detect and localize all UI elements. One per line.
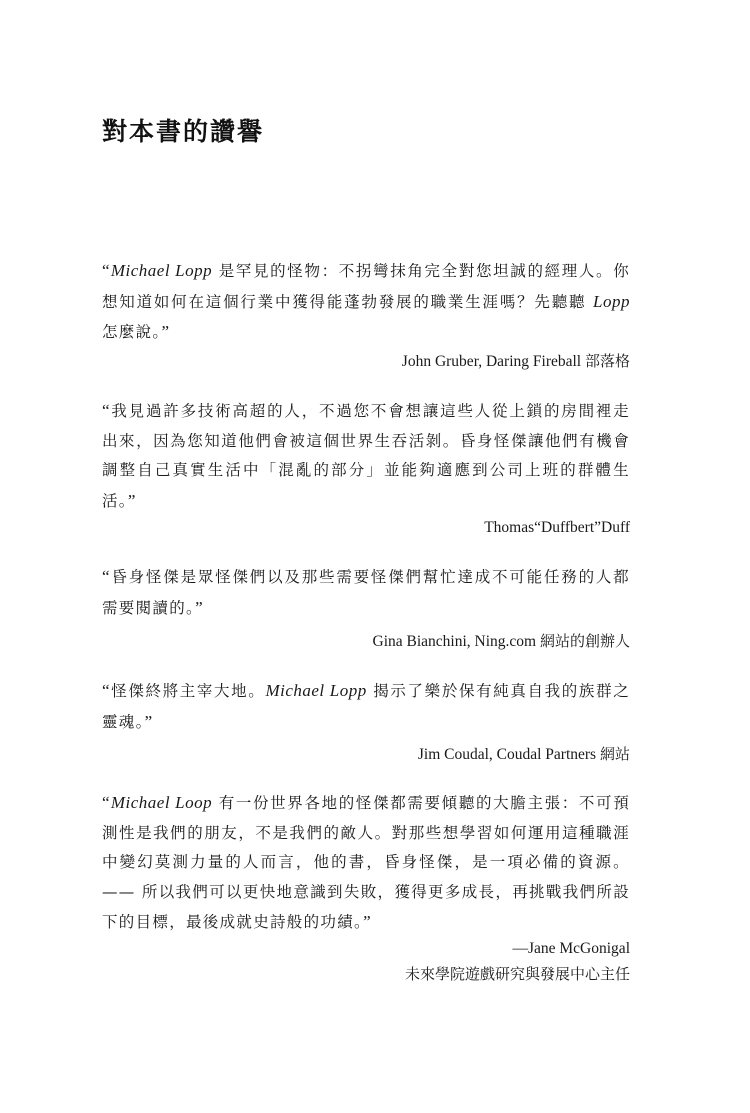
quote-text: 有一份世界各地的怪傑都需要傾聽的大膽主張：不可預測性是我們的朋友，不是我們的敵人。對那些想學習如何運用這種職涯中變幻莫測力量的人而言，他的書，昏身怪傑，是一項必備的資源。—— 所以我們可以更快地意識到失敗，獲得更多成長，再挑戰我們所設下的目標，最後成就史詩般的功績。 bbox=[102, 794, 630, 931]
attribution-name: Gina Bianchini, Ning.com bbox=[372, 633, 540, 650]
open-quote-mark: “ bbox=[102, 681, 111, 700]
close-quote-mark: ” bbox=[127, 490, 137, 510]
quote-text: 怎麼說。 bbox=[102, 323, 162, 341]
attribution-role: 網站 bbox=[599, 745, 630, 763]
testimonial-attribution-2 bbox=[102, 516, 630, 540]
testimonial-attribution-4 bbox=[102, 742, 630, 767]
quote-name-lopp: Lopp bbox=[593, 291, 630, 311]
testimonial-attribution-5-role bbox=[102, 962, 630, 987]
open-quote-mark: “ bbox=[102, 261, 111, 280]
testimonial-quote-5 bbox=[102, 788, 630, 938]
quote-text: 揭示了樂於保有純真自我的族群之靈魂。 bbox=[102, 682, 631, 731]
testimonial-attribution-5 bbox=[102, 937, 630, 961]
attribution-name: John Gruber, Daring Fireball bbox=[401, 353, 585, 370]
testimonial-quote-3 bbox=[102, 562, 630, 623]
attribution-role: 網站的創辦人 bbox=[539, 632, 630, 650]
quote-text: 怪傑終將主宰大地。 bbox=[110, 682, 266, 700]
quote-text: 我見過許多技術高超的人，不過您不會想讓這些人從上鎖的房間裡走出來，因為您知道他們會被這個世界生吞活剝。昏身怪傑讓他們有機會調整自己真實生活中「混亂的部分」並能夠適應到公司上班的群體生活。 bbox=[102, 402, 630, 510]
attribution-role: 未來學院遊戲研究與發展中心主任 bbox=[404, 965, 630, 983]
attribution-name: —Jane McGonigal bbox=[512, 940, 630, 957]
close-quote-mark: ” bbox=[144, 711, 154, 731]
quote-name-michael-lopp: Michael Lopp bbox=[110, 261, 213, 280]
testimonial-quote-2 bbox=[102, 396, 630, 516]
open-quote-mark: “ bbox=[102, 793, 111, 812]
quote-name-michael-loop: Michael Loop bbox=[110, 793, 213, 812]
close-quote-mark: ” bbox=[161, 322, 171, 341]
quote-text: 昏身怪傑是眾怪傑們以及那些需要怪傑們幫忙達成不可能任務的人都需要閱讀的。 bbox=[102, 568, 630, 617]
open-quote-mark: “ bbox=[102, 567, 111, 586]
testimonial-attribution-3 bbox=[102, 629, 630, 654]
attribution-name: Jim Coudal, Coudal Partners bbox=[417, 746, 600, 763]
testimonial-attribution-1 bbox=[102, 349, 630, 374]
quote-name-michael-lopp: Michael Lopp bbox=[265, 681, 367, 700]
attribution-name: Thomas“Duffbert”Duff bbox=[484, 519, 630, 536]
close-quote-mark: ” bbox=[363, 912, 372, 931]
quote-text: 是罕見的怪物：不拐彎抹角完全對您坦誠的經理人。你想知道如何在這個行業中獲得能蓬勃發展的職業生涯嗎？先聽聽 bbox=[102, 262, 630, 311]
testimonial-quote-4 bbox=[102, 676, 630, 737]
testimonial-quote-1 bbox=[102, 256, 630, 348]
open-quote-mark: “ bbox=[102, 401, 111, 420]
page-title: 對本書的讚譽 bbox=[102, 117, 265, 146]
attribution-role: 部落格 bbox=[584, 352, 630, 370]
close-quote-mark: ” bbox=[195, 597, 204, 617]
